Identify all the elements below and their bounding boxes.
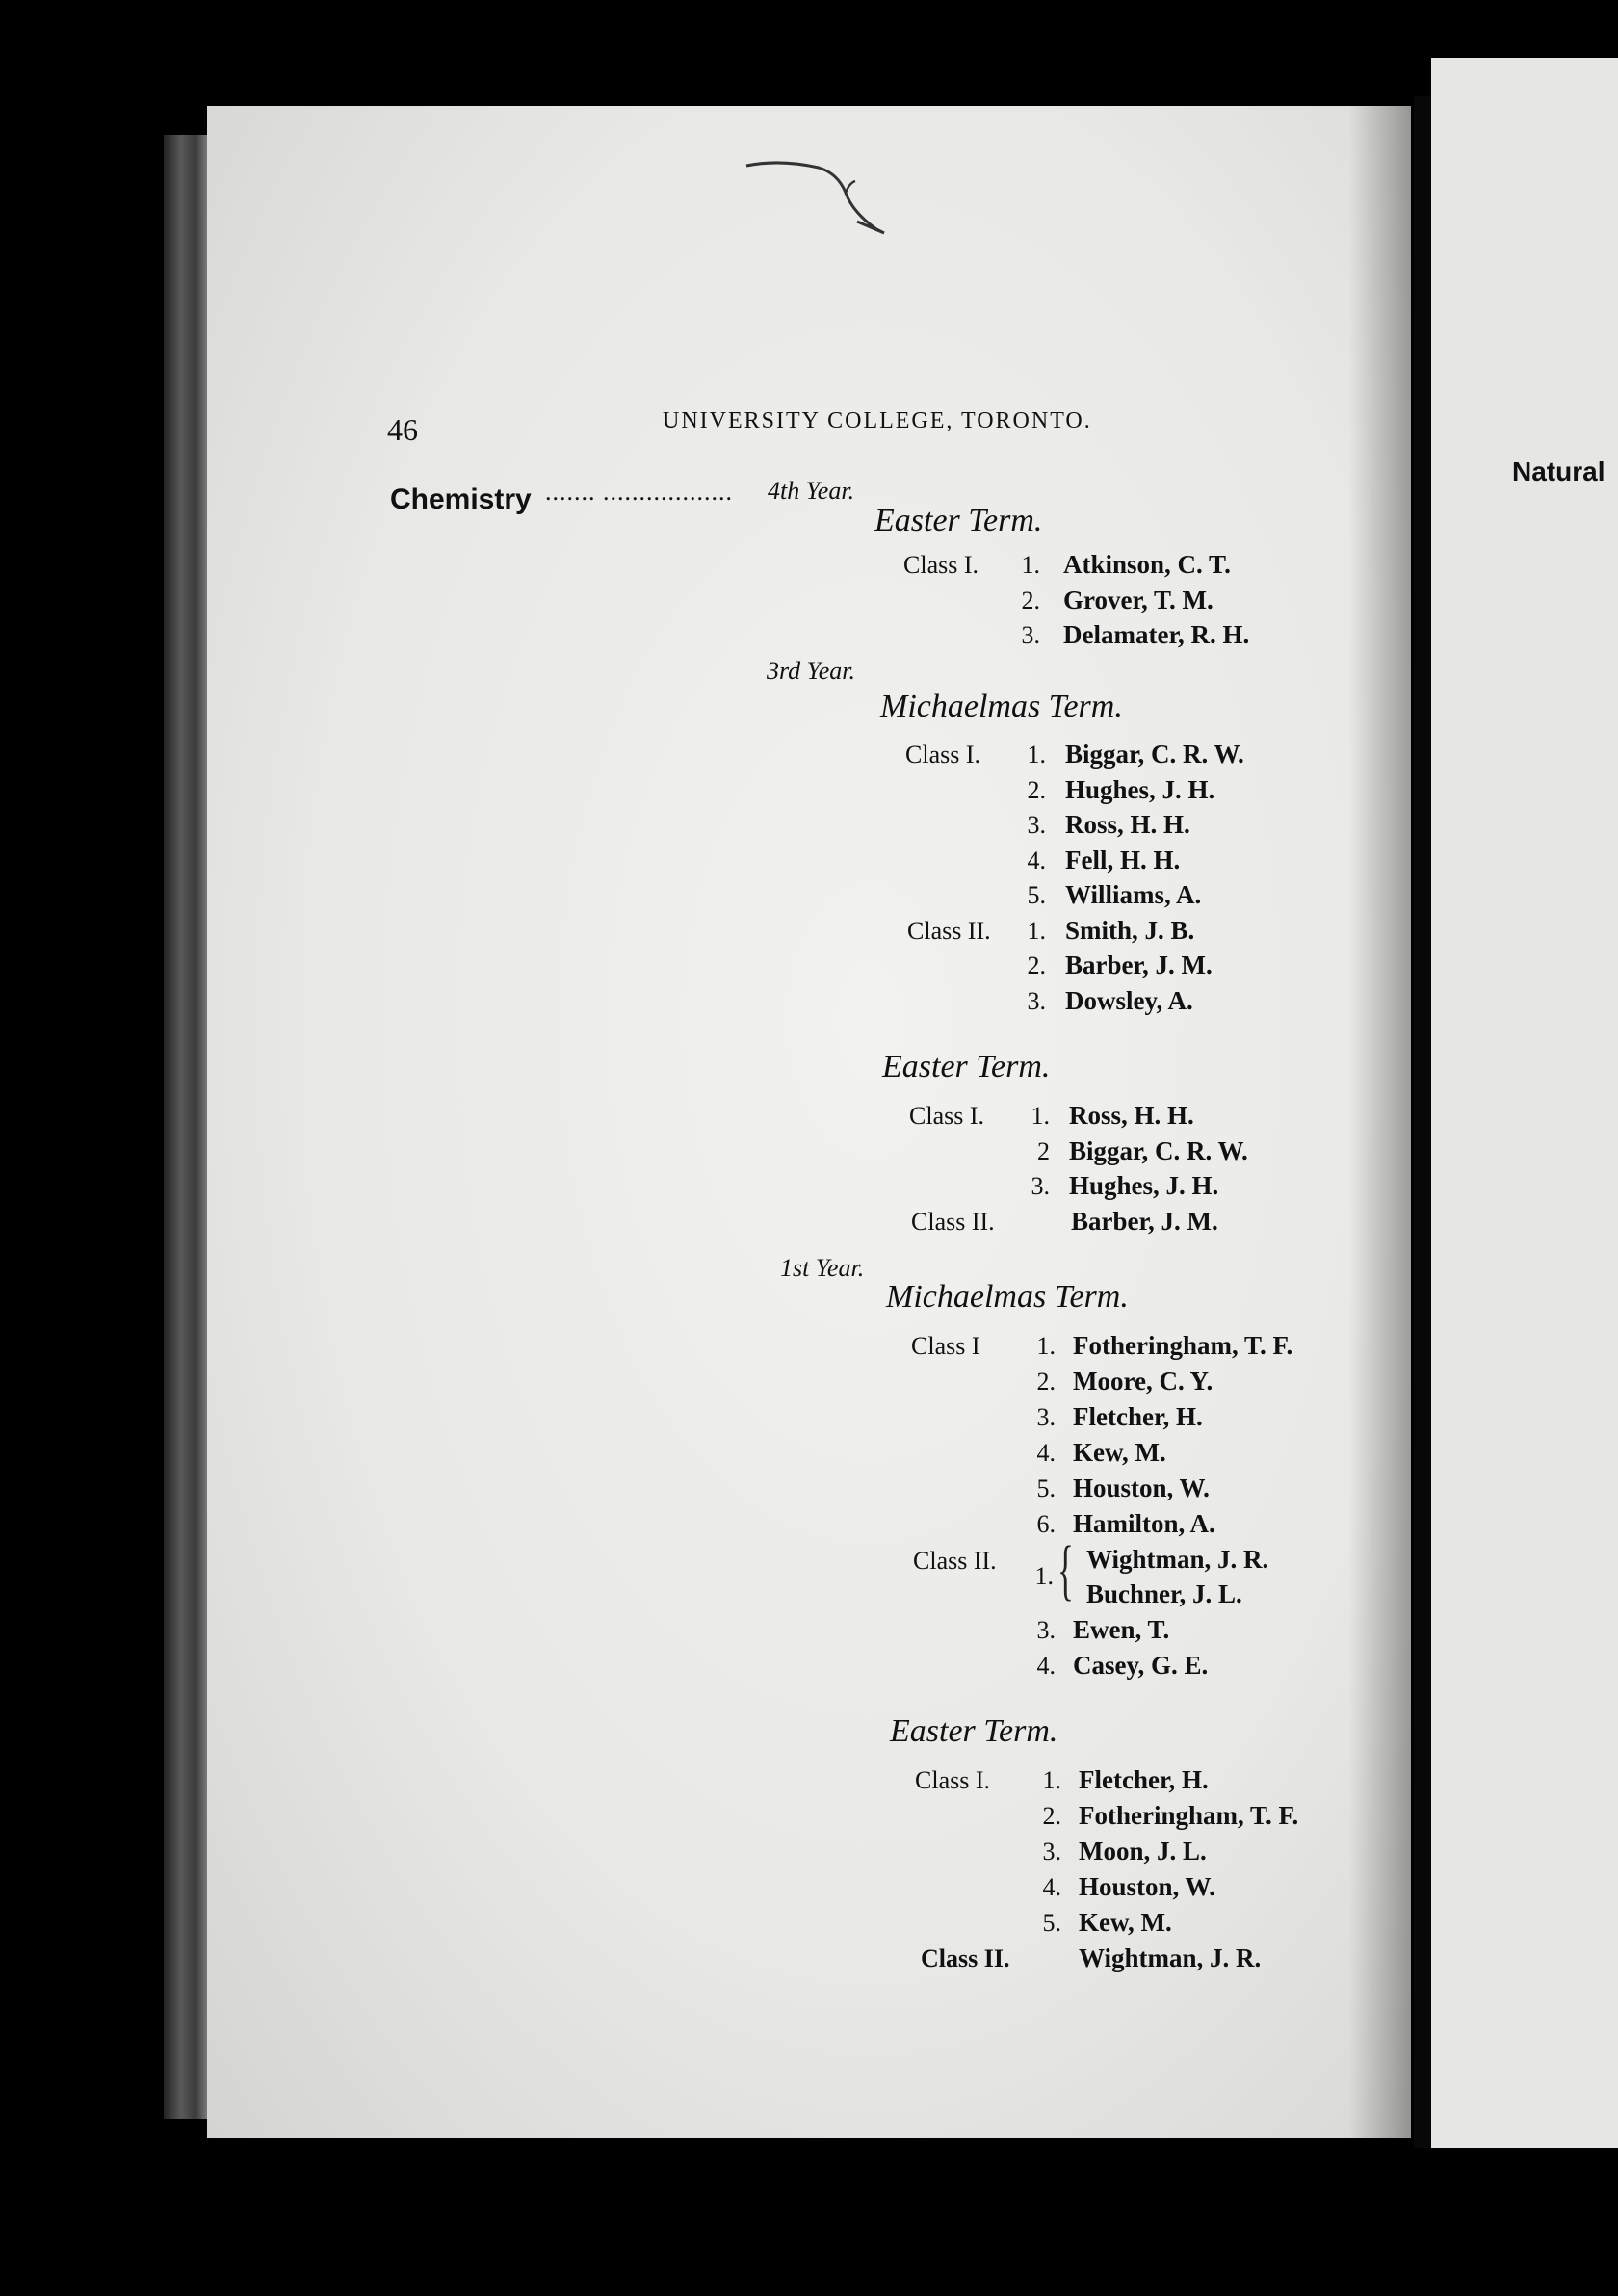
student-name: Delamater, R. H. — [1063, 620, 1250, 649]
rank-number: 1. — [1021, 551, 1040, 579]
student-name: Smith, J. B. — [1065, 916, 1195, 945]
rank-number: 3. — [1031, 1172, 1050, 1200]
student-name: Atkinson, C. T. — [1063, 550, 1231, 579]
student-name: Kew, M. — [1079, 1908, 1172, 1937]
term-heading: Easter Term. — [882, 1049, 1051, 1084]
class-label: Class II. — [907, 917, 991, 945]
student-name: Hughes, J. H. — [1065, 775, 1215, 804]
class-label: Class II. — [921, 1944, 1010, 1972]
rank-number: 3. — [1036, 1403, 1056, 1431]
rank-number: 3. — [1027, 987, 1046, 1015]
class-label: Class II. — [913, 1547, 997, 1575]
year-label-third: 3rd Year. — [767, 657, 856, 685]
rank-number: 3. — [1042, 1838, 1061, 1866]
student-name: Grover, T. M. — [1063, 586, 1214, 614]
rank-number: 4. — [1027, 847, 1046, 874]
rank-number: 3. — [1021, 621, 1040, 649]
student-name: Fell, H. H. — [1065, 846, 1181, 874]
pencil-mark — [742, 154, 905, 241]
student-name: Houston, W. — [1073, 1474, 1210, 1502]
class-label: Class I — [911, 1332, 980, 1360]
term-heading: Michaelmas Term. — [880, 689, 1123, 724]
student-name: Biggar, C. R. W. — [1069, 1136, 1248, 1165]
facing-page — [1431, 58, 1618, 2148]
subject-heading: Chemistry — [390, 483, 532, 515]
student-name: Ross, H. H. — [1065, 810, 1190, 839]
rank-number: 4. — [1042, 1873, 1061, 1901]
student-name: Williams, A. — [1065, 880, 1202, 909]
student-name: Buchner, J. L. — [1086, 1579, 1242, 1608]
book-gutter — [1414, 96, 1431, 2148]
term-heading: Easter Term. — [890, 1713, 1058, 1749]
student-name: Biggar, C. R. W. — [1065, 740, 1244, 769]
student-name: Fletcher, H. — [1073, 1402, 1203, 1431]
rank-number: 1. — [1031, 1102, 1050, 1130]
student-name: Dowsley, A. — [1065, 986, 1193, 1015]
student-name: Hughes, J. H. — [1069, 1171, 1219, 1200]
rank-number: 2. — [1027, 776, 1046, 804]
facing-page-heading: Natural — [1512, 457, 1605, 486]
rank-number: 4. — [1036, 1652, 1056, 1680]
rank-number: 2. — [1042, 1802, 1061, 1830]
class-label: Class I. — [909, 1102, 984, 1130]
rank-number: 5. — [1036, 1474, 1056, 1502]
rank-number: 3. — [1036, 1616, 1056, 1644]
rank-number: 3. — [1027, 811, 1046, 839]
running-header: UNIVERSITY COLLEGE, TORONTO. — [663, 408, 1092, 433]
term-heading: Michaelmas Term. — [886, 1279, 1129, 1315]
class-label: Class II. — [911, 1208, 995, 1236]
rank-number: 1. — [1034, 1562, 1054, 1590]
student-name: Ewen, T. — [1073, 1615, 1170, 1644]
rank-number: 2. — [1027, 952, 1046, 979]
class-label: Class I. — [903, 551, 979, 579]
rank-number: 1. — [1036, 1332, 1056, 1360]
student-name: Moore, C. Y. — [1073, 1367, 1214, 1396]
student-name: Houston, W. — [1079, 1872, 1215, 1901]
page-curl-shadow — [1348, 106, 1416, 2138]
student-name: Fotheringham, T. F. — [1079, 1801, 1299, 1830]
bracket-brace: { — [1057, 1533, 1074, 1607]
rank-number: 1. — [1027, 917, 1046, 945]
year-label-first: 1st Year. — [780, 1254, 865, 1282]
student-name: Hamilton, A. — [1073, 1509, 1215, 1538]
page-number: 46 — [387, 412, 418, 447]
year-label-fourth: 4th Year. — [768, 477, 855, 505]
class-label: Class I. — [905, 741, 980, 769]
rank-number: 1. — [1027, 741, 1046, 769]
term-heading: Easter Term. — [874, 503, 1043, 538]
rank-number: 5. — [1042, 1909, 1061, 1937]
student-name: Ross, H. H. — [1069, 1101, 1194, 1130]
student-name: Wightman, J. R. — [1086, 1545, 1269, 1574]
rank-number: 2. — [1021, 587, 1040, 614]
student-name: Moon, J. L. — [1079, 1837, 1207, 1866]
student-name: Wightman, J. R. — [1079, 1944, 1262, 1972]
rank-number: 2. — [1036, 1368, 1056, 1396]
class-label: Class I. — [915, 1766, 990, 1794]
student-name: Kew, M. — [1073, 1438, 1166, 1467]
rank-number: 2 — [1037, 1137, 1050, 1165]
rank-number: 5. — [1027, 881, 1046, 909]
student-name: Fletcher, H. — [1079, 1765, 1209, 1794]
leader-dots: ....... .................. — [545, 478, 733, 506]
rank-number: 4. — [1036, 1439, 1056, 1467]
student-name: Fotheringham, T. F. — [1073, 1331, 1293, 1360]
student-name: Casey, G. E. — [1073, 1651, 1209, 1680]
student-name: Barber, J. M. — [1065, 951, 1213, 979]
rank-number: 1. — [1042, 1766, 1061, 1794]
rank-number: 6. — [1036, 1510, 1056, 1538]
student-name: Barber, J. M. — [1071, 1207, 1218, 1236]
